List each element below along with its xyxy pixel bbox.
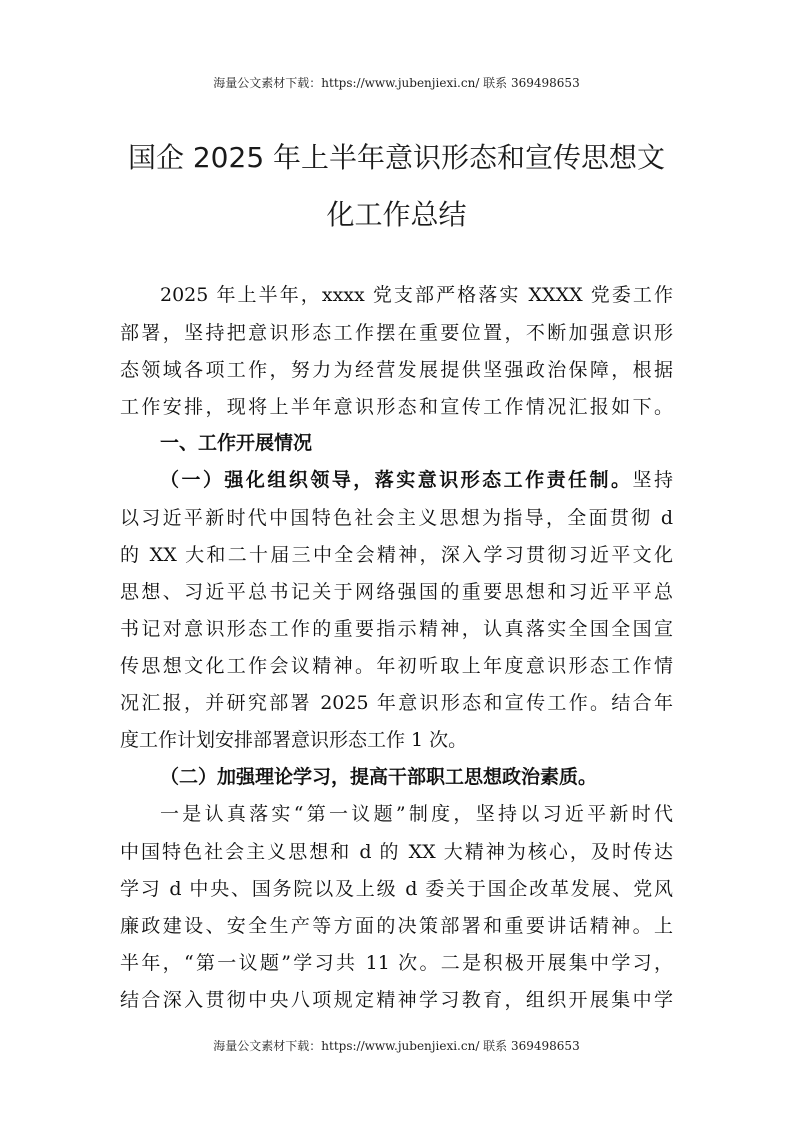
sub1-line-3: 思想、习近平总书记关于网络强国的重要思想和习近平平总 — [120, 581, 673, 603]
intro-line-2: 部署，坚持把意识形态工作摆在重要位置，不断加强意识形 — [120, 322, 673, 344]
page-header: 海量公文素材下载：https://www.jubenjiexi.cn/ 联系 369498653 — [213, 76, 580, 90]
sub1-line-5: 传思想文化工作会议精神。年初听取上年度意识形态工作情 — [120, 655, 673, 677]
sub2-line-2: 中国特色社会主义思想和 d 的 XX 大精神为核心，及时传达 — [120, 841, 673, 863]
document-title-line-2: 化工作总结 — [326, 198, 467, 231]
sub1-line-2: 的 XX 大和二十届三中全会精神，深入学习贯彻习近平文化 — [120, 544, 673, 566]
sub1-line-7: 度工作计划安排部署意识形态工作 1 次。 — [120, 729, 468, 751]
sub1-first-line — [120, 465, 673, 495]
sub1-line-6: 况汇报，并研究部署 2025 年意识形态和宣传工作。结合年 — [120, 692, 673, 714]
sub1-lead-tail: 坚持 — [632, 469, 673, 491]
document-title-line-1: 国企 2025 年上半年意识形态和宣传思想文 — [127, 141, 666, 174]
intro-line-4: 工作安排，现将上半年意识形态和宣传工作情况汇报如下。 — [120, 396, 673, 418]
sub2-line-4: 廉政建设、安全生产等方面的决策部署和重要讲话精神。上 — [120, 915, 673, 937]
intro-line-3: 态领域各项工作，努力为经营发展提供坚强政治保障，根据 — [120, 359, 673, 381]
sub2-line-6: 结合深入贯彻中央八项规定精神学习教育，组织开展集中学 — [120, 989, 673, 1011]
sub2-line-1: 一是认真落实“第一议题”制度，坚持以习近平新时代 — [160, 803, 673, 825]
sub2-line-3: 学习 d 中央、国务院以及上级 d 委关于国企改革发展、党风 — [120, 878, 673, 900]
page-footer: 海量公文素材下载：https://www.jubenjiexi.cn/ 联系 369498653 — [213, 1039, 580, 1053]
sub2-line-5: 半年，“第一议题”学习共 11 次。二是积极开展集中学习， — [120, 952, 673, 974]
sub1-line-4: 书记对意识形态工作的重要指示精神，认真落实全国全国宣 — [120, 618, 673, 640]
sub1-lead: （一）强化组织领导，落实意识形态工作责任制。 — [160, 469, 633, 491]
sub1-line-1: 以习近平新时代中国特色社会主义思想为指导，全面贯彻 d — [120, 507, 673, 529]
section-heading: 一、工作开展情况 — [160, 432, 313, 454]
intro-line-1: 2025 年上半年，xxxx 党支部严格落实 XXXX 党委工作 — [160, 284, 673, 306]
sub2-lead: （二）加强理论学习，提高干部职工思想政治素质。 — [160, 766, 598, 788]
